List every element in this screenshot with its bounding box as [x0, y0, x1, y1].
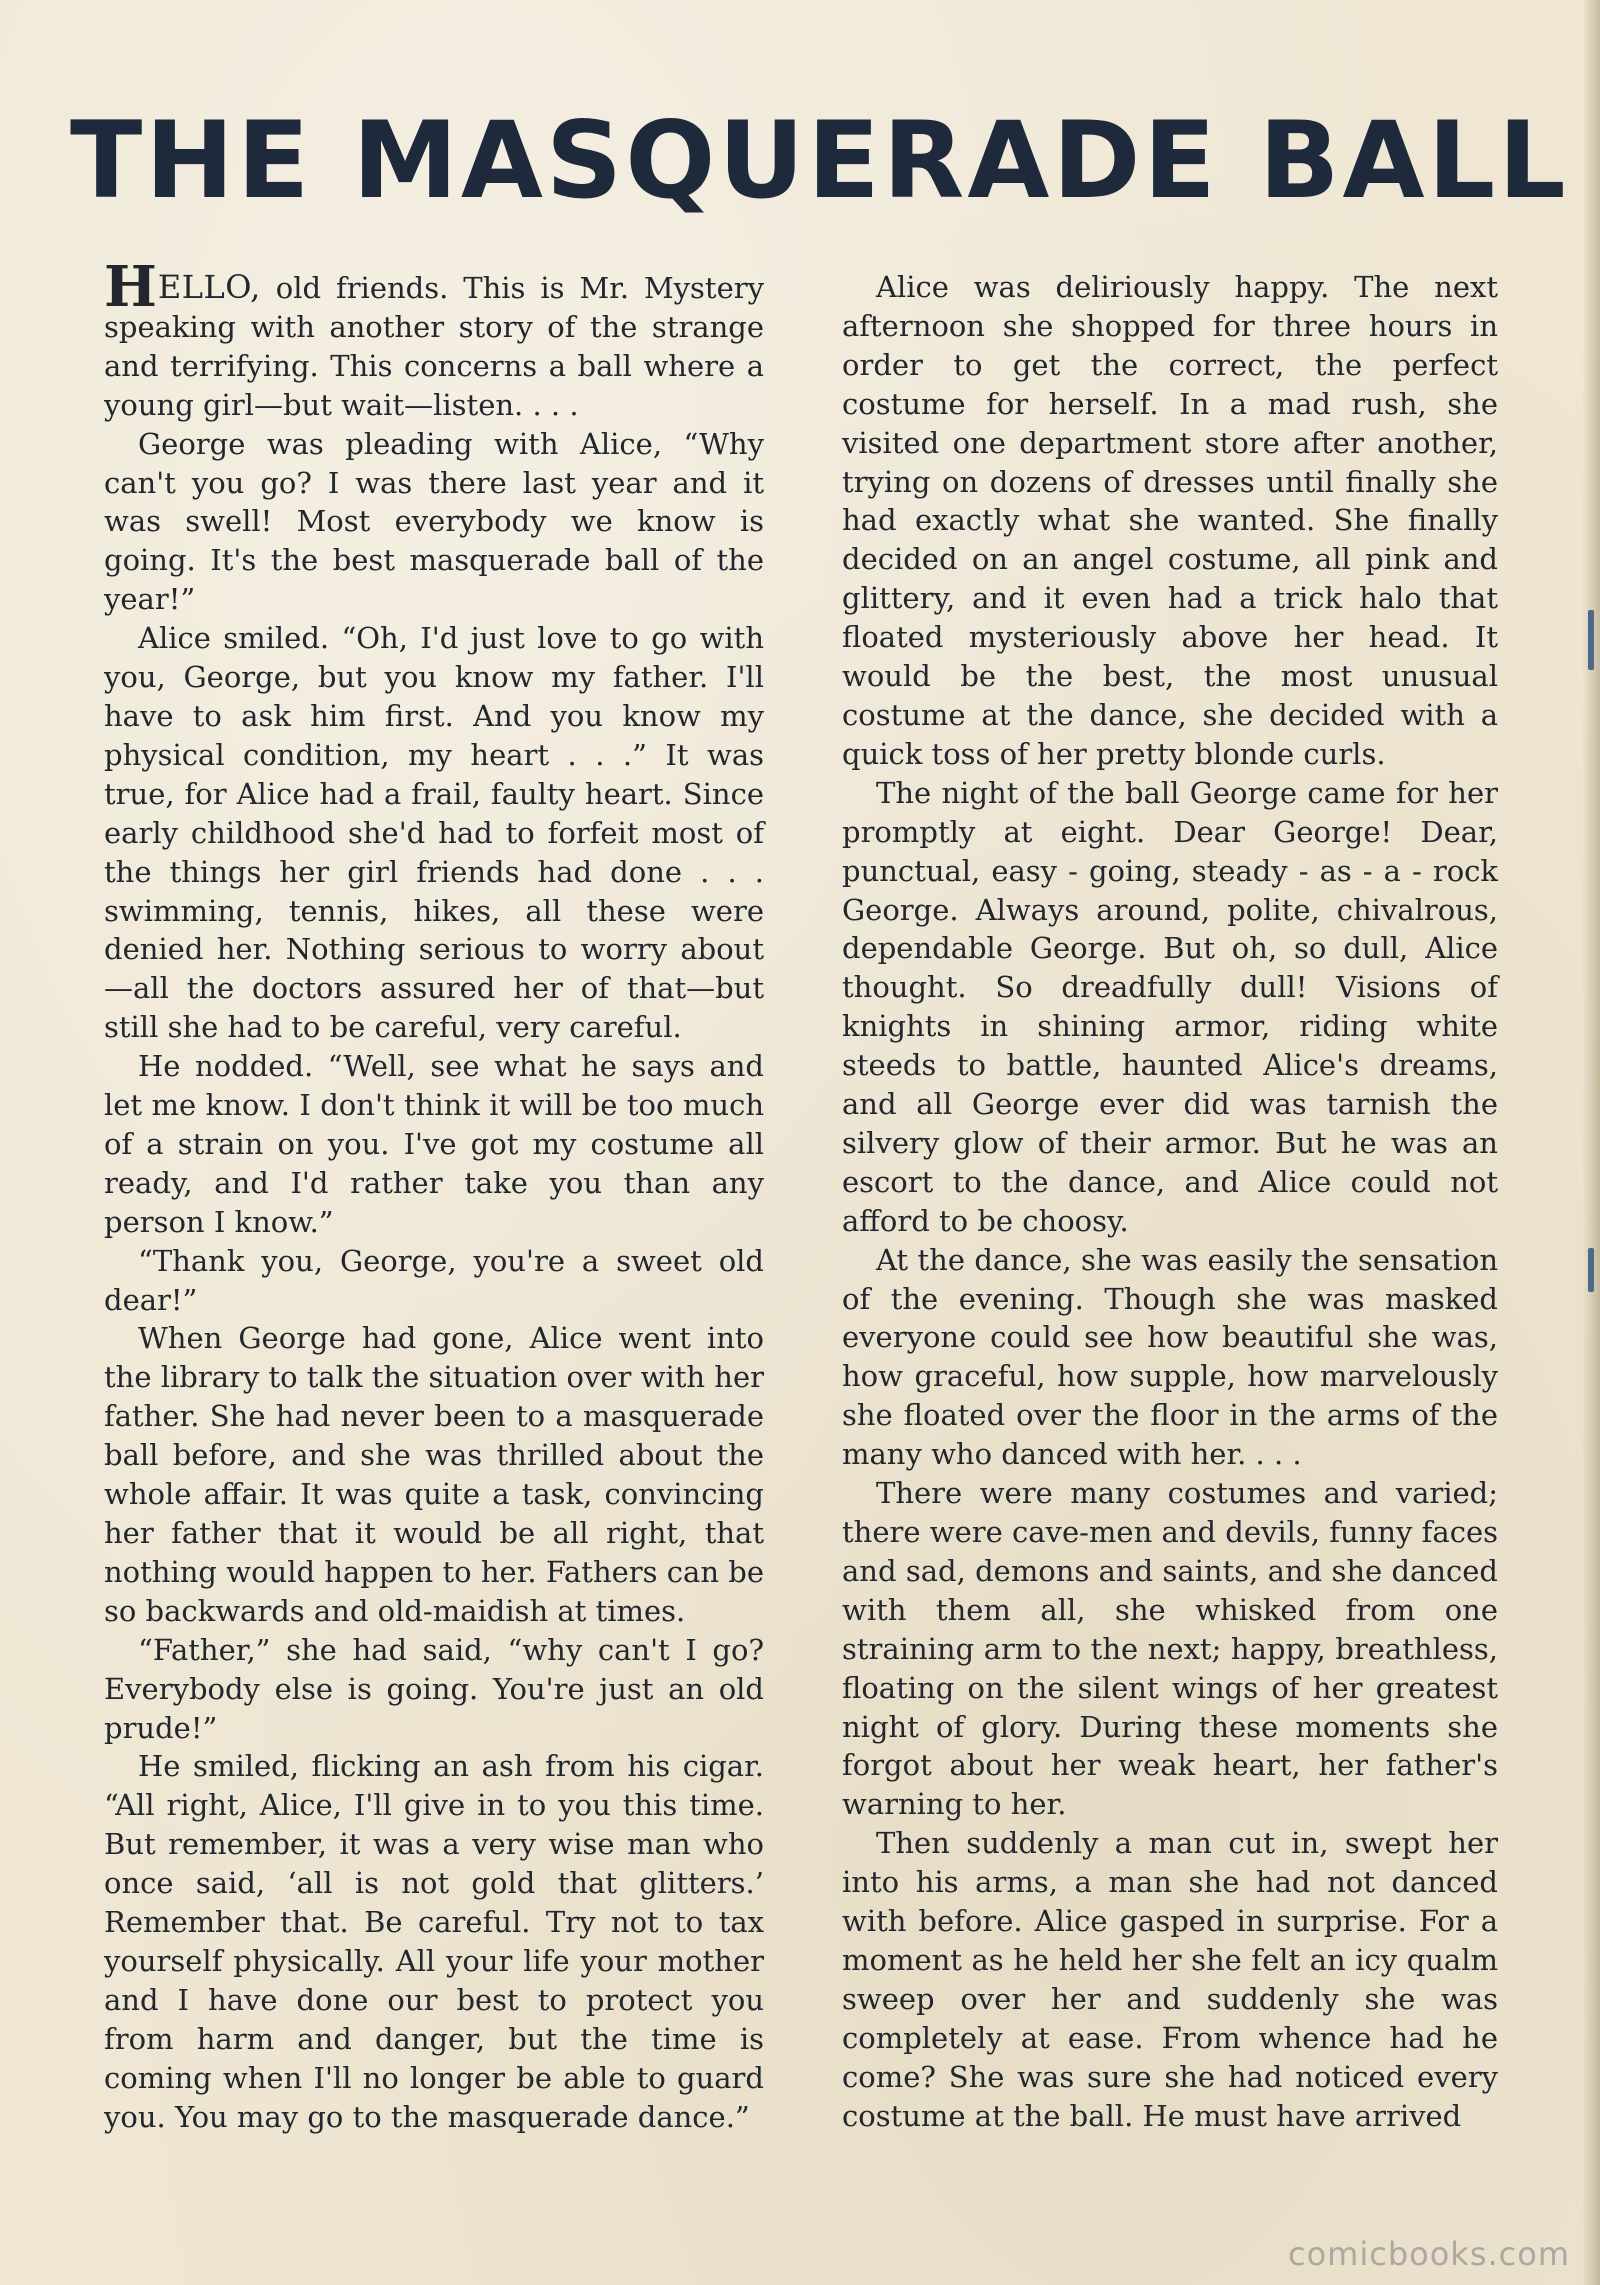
paragraph: George was pleading with Alice, “Why can't you go? I was there last year and it was swell! Most everybody we know is going. It's the best masquerade ball of the year!”	[104, 426, 764, 617]
intro-text: old friends. This is Mr. Mystery speaking with another story of the strange and terrifying. This concerns a ball where a young girl—but wait—listen. . . .	[104, 271, 764, 422]
site-watermark: comicbooks.com	[1287, 2235, 1570, 2273]
paragraph: Alice was deliriously happy. The next afternoon she shopped for three hours in order to get the correct, the perfect costume for herself. In a mad rush, she visited one department store after another, trying on dozens of dresses until finally she had exactly what she wanted. She finally decided on an angel costume, all pink and glittery, and it even had a trick halo that floated mysteriously above her head. It would be the best, the most unusual costume at the dance, she decided with a quick toss of her pretty blonde curls.	[842, 270, 1498, 771]
drop-cap: H	[104, 254, 157, 320]
intro-lead: ELLO,	[157, 268, 261, 306]
edge-mark	[1588, 1248, 1594, 1292]
right-column	[842, 268, 1498, 2136]
paragraph: When George had gone, Alice went into the library to talk the situation over with her father. She had never been to a masquerade ball before, and she was thrilled about the whole affair. It was quite a task, convincing her father that it would be all right, that nothing would happen to her. Fathers can be so backwards and old-maidish at times.	[104, 1321, 764, 1628]
left-column	[104, 254, 764, 2137]
paragraph: At the dance, she was easily the sensation of the evening. Though she was masked everyone could see how beautiful she was, how graceful, how supple, how marvelously she floated over the floor in the arms of the many who danced with her. . . .	[842, 1242, 1498, 1472]
page-edge-shadow	[1582, 0, 1600, 2285]
paragraph: He smiled, flicking an ash from his cigar. “All right, Alice, I'll give in to you this time. But remember, it was a very wise man who once said, ‘all is not gold that glitters.’ Remember that. Be careful. Try not to tax yourself physically. All your life your mother and I have done our best to protect you from harm and danger, but the time is coming when I'll no longer be able to guard you. You may go to the masquerade dance.”	[104, 1749, 764, 2134]
paragraph: “Father,” she had said, “why can't I go? Everybody else is going. You're just an old prude!”	[104, 1632, 764, 1745]
paragraph: Alice smiled. “Oh, I'd just love to go with you, George, but you know my father. I'll have to ask him first. And you know my physical condition, my heart . . .” It was true, for Alice had a frail, faulty heart. Since early childhood she'd had to forfeit most of the things her girl friends had done . . . swimming, tennis, hikes, all these were denied her. Nothing serious to worry about —all the doctors assured her of that—but still she had to be careful, very careful.	[104, 621, 764, 1045]
paragraph: The night of the ball George came for her promptly at eight. Dear George! Dear, punctual, easy - going, steady - as - a - rock George. Always around, polite, chivalrous, dependable George. But oh, so dull, Alice thought. So dreadfully dull! Visions of knights in shining armor, riding white steeds to battle, haunted Alice's dreams, and all George ever did was tarnish the silvery glow of their armor. But he was an escort to the dance, and Alice could not afford to be choosy.	[842, 775, 1498, 1238]
paragraph: He nodded. “Well, see what he says and let me know. I don't think it will be too much of a strain on you. I've got my costume all ready, and I'd rather take you than any person I know.”	[104, 1049, 764, 1239]
paragraph: “Thank you, George, you're a sweet old dear!”	[104, 1243, 764, 1317]
paragraph: Then suddenly a man cut in, swept her into his arms, a man she had not danced with before. Alice gasped in surprise. For a moment as he held her she felt an icy qualm sweep over her and suddenly she was completely at ease. From whence had he come? She was sure she had noticed every costume at the ball. He must have arrived	[842, 1826, 1498, 2133]
intro-paragraph	[104, 254, 764, 425]
story-title: THE MASQUERADE BALL	[70, 99, 1569, 222]
paragraph: There were many costumes and varied; there were cave-men and devils, funny faces and sad, demons and saints, and she danced with them all, she whisked from one straining arm to the next; happy, breathless, floating on the silent wings of her greatest night of glory. During these moments she forgot about her weak heart, her father's warning to her.	[842, 1476, 1498, 1822]
edge-mark	[1588, 610, 1594, 670]
